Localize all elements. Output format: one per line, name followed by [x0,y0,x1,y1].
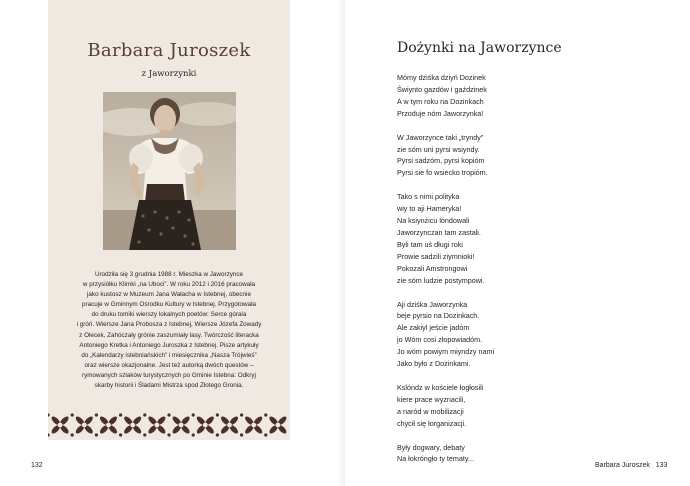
poem-line: Byli tam uś długi roki [397,239,463,249]
bio-line: do „Kalendarzy istebniańskich” i miesięcznika „Nasza Trójwieś” [81,351,257,359]
running-author: Barbara Juroszek [595,462,650,469]
poem-line: Mómy dziśka dziyń Dozinek [397,73,486,82]
author-panel [48,0,290,440]
poem-line: Na łokróngło ty tematy... [397,454,474,464]
poem-title: Dożynki na Jaworzynce [397,40,562,56]
bio-line: do druku tomiki wierszy lokalnych poetów: Serce górala [91,311,247,319]
poem-line: zie sóm ludzie postympowi. [397,275,485,285]
poem-line: Pyrsi sadzóm, pyrsi kopióm [397,156,485,166]
poem-line: wiy to aji Hameryka! [397,204,462,214]
page-number-left: 132 [31,462,43,469]
bio-line: i gróń. Wiersze Jana Probosza z Istebnej, Wiersze Józefa Zowady [76,321,262,329]
poem-line: chycił się łorganizacji. [397,418,467,428]
poem-line: a naród w mobilizacji [397,406,464,416]
poem-line: jo Wóm cosi złopowiadóm. [397,335,483,345]
poem-stanza [397,299,657,370]
poem-line: Aji dziśka Jaworzynka [397,299,468,309]
poem-line: Były dogwary, debaty [397,442,465,452]
poem-line: kiere prace wyznacili, [397,394,466,404]
folk-ornament-border [48,412,290,438]
ornament-motif [119,413,143,436]
bio-line: pracuje w Gminnym Ośrodku Kultury w Istebnej. Przygotowała [82,301,256,309]
poem-line: Na ksiynżicu lóndowali [397,216,470,226]
page-number-right: 133 [655,462,668,469]
author-origin: z Jaworzynki [141,69,197,79]
poem-line: Kslóndz w kościele łogłosili [397,382,484,392]
ornament-motif [240,413,264,436]
author-biography [60,270,278,391]
ornament-motif [143,413,167,436]
poem-line: A w tym roku na Dozinkach [397,96,484,106]
poem-line: Tako s nimi polityka [397,192,460,202]
bio-line: oraz wiersze okazjonalne. Jest też autorką dwóch questów – [84,361,254,369]
bio-line: jako kustosz w Muzeum Jana Wałacha w Istebnej, obecnie [87,291,251,299]
poem-line: Świynto gazdów i gaździnek [397,84,487,94]
ornament-motif [216,413,240,436]
poem-line: beje pyrsio na Dozinkach. [397,311,480,321]
ornament-motif [264,413,288,436]
bio-line: rymowanych szlaków turystycznych po Gminie Istebna: Odkryj [82,371,256,379]
poem-line: Jaworzynczan tam zastali. [397,227,481,237]
author-photo [103,92,236,250]
right-page [345,0,690,486]
poem-line: zie sóm uni pyrsi wsiyndy. [397,144,480,154]
ornament-motif [167,413,191,436]
ornament-motif [71,413,95,436]
author-name: Barbara Juroszek [87,40,251,61]
poem-line: Pokozali Amstrongowi [397,263,468,273]
running-header [595,462,667,469]
bio-line: z Olecek, Zahóczały grónie zaszumiały lasy. Twórczość literacka [79,331,259,339]
ornament-motif [48,413,70,436]
poem-stanza [397,382,657,430]
poem-stanza [397,191,657,286]
ornament-motif [95,413,119,436]
poem-line: Przoduje nóm Jaworzynka! [397,108,484,118]
poem-line: Prowie sadzili ziymnioki! [397,251,475,261]
bio-line: w przysiółku Klimki „na Uboci”. W roku 2012 i 2016 pracowała [82,281,256,289]
poem-line: W Jaworzynce taki „tryndy” [397,132,484,142]
portrait-image [103,92,236,250]
ornament-motif [192,413,216,436]
poem-stanza [397,72,657,120]
poem-line: Pyrsi sie fo wsiecko tropióm. [397,168,488,178]
bio-line: Antoniego Kretka i Antoniego Juroszka z Istebnej. Pisze artykuły [79,341,259,349]
bio-line: Urodziła się 3 grudnia 1988 r. Mieszka w Jaworzynce [94,271,244,278]
poem-line: Ale zakiyl jeście jadóm [397,323,470,333]
poem-line: Jako było z Dozinkami. [397,359,471,369]
poem-body [397,72,657,477]
poem-line: Jo wóm powiym miyndzy nami [397,347,495,357]
poem-stanza [397,132,657,180]
bio-line: skarby historii i Śladami Mistrza spod Złotego Gronia. [94,382,244,390]
